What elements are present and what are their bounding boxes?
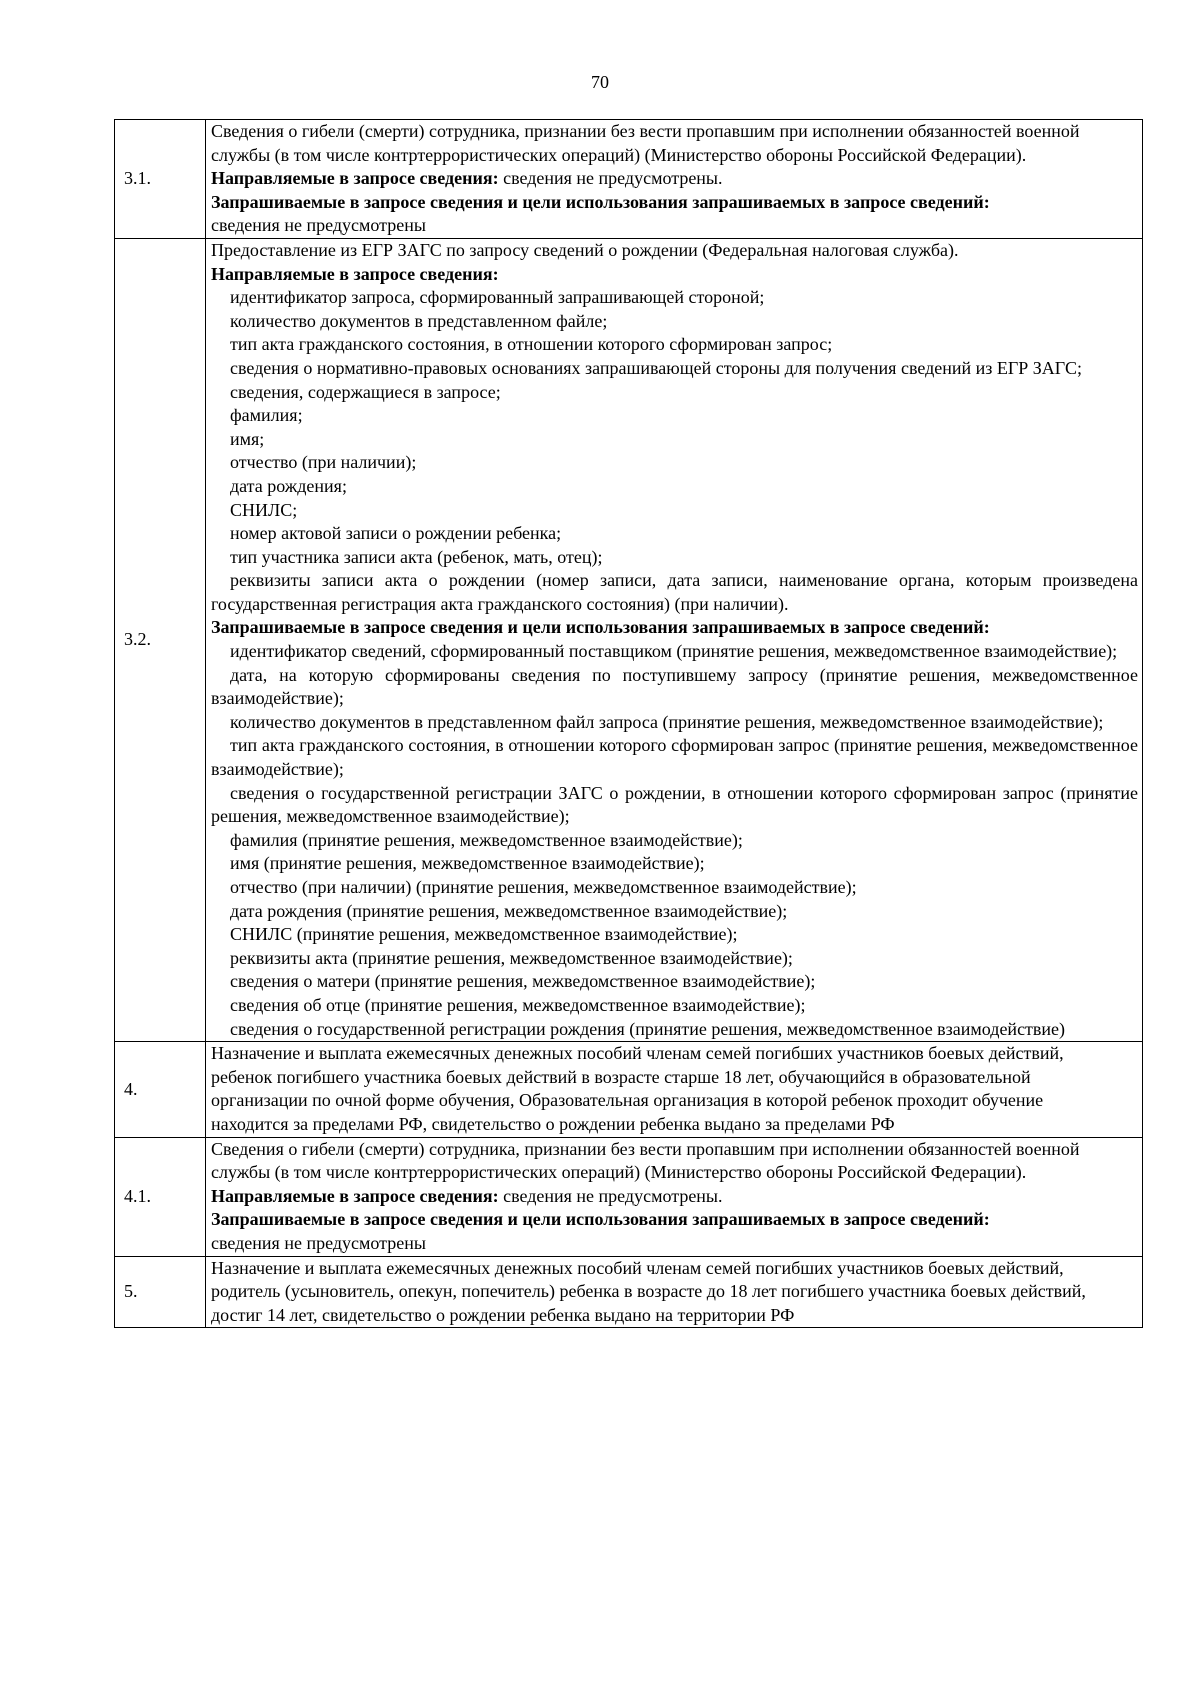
requested-value: сведения не предусмотрены bbox=[211, 215, 426, 236]
list-item: сведения о государственной регистрации ЗАГС о рождении, в отношении которого сформирован запрос (принятие решения, межведомственное взаимодействие); bbox=[211, 782, 1138, 827]
row-content bbox=[206, 1042, 1143, 1137]
requested-label: Запрашиваемые в запросе сведения и цели использования запрашиваемых в запросе сведений: bbox=[211, 1209, 990, 1230]
row-title: Сведения о гибели (смерти) сотрудника, признании без вести пропавшим при исполнении обязанностей военной службы (в том числе контртеррористических операций) (Министерство обороны Российской Федерации). bbox=[211, 1138, 1080, 1183]
list-item: тип акта гражданского состояния, в отношении которого сформирован запрос; bbox=[230, 334, 833, 355]
list-item: сведения о нормативно-правовых основаниях запрашивающей стороны для получения сведений из ЕГР ЗАГС; bbox=[230, 357, 1082, 378]
list-item: сведения об отце (принятие решения, межведомственное взаимодействие); bbox=[230, 994, 806, 1015]
list-item: СНИЛС (принятие решения, межведомственное взаимодействие); bbox=[230, 924, 738, 945]
sent-info bbox=[211, 1185, 1138, 1209]
list-item: сведения, содержащиеся в запросе; bbox=[230, 381, 501, 402]
row-title: Назначение и выплата ежемесячных денежных пособий членам семей погибших участников боевых действий, родитель (усыновитель, опекун, попечитель) ребенка в возрасте до 18 лет погибшего участника боевых действий, достиг 14 лет, свидетельство о рождении ребенка выдано на территории РФ bbox=[211, 1257, 1086, 1325]
list-item: реквизиты записи акта о рождении (номер записи, дата записи, наименование органа, которым произведена государственная регистрация акта гражданского состояния) (при наличии). bbox=[211, 570, 1138, 614]
list-item: фамилия; bbox=[230, 405, 303, 426]
list-item: количество документов в представленном файл запроса (принятие решения, межведомственное взаимодействие); bbox=[230, 711, 1104, 732]
row-number: 5. bbox=[115, 1256, 206, 1328]
list-item: количество документов в представленном файле; bbox=[230, 310, 608, 331]
row-content bbox=[206, 238, 1143, 1041]
page-number: 70 bbox=[591, 72, 609, 92]
list-item: реквизиты акта (принятие решения, межведомственное взаимодействие); bbox=[230, 947, 793, 968]
list-item: отчество (при наличии); bbox=[230, 452, 417, 473]
table-row bbox=[115, 1042, 1143, 1137]
list-item: тип акта гражданского состояния, в отношении которого сформирован запрос (принятие решения, межведомственное взаимодействие); bbox=[211, 735, 1138, 780]
list-item: идентификатор сведений, сформированный поставщиком (принятие решения, межведомственное взаимодействие); bbox=[230, 641, 1118, 662]
sent-label: Направляемые в запросе сведения: bbox=[211, 168, 499, 189]
row-content bbox=[206, 1137, 1143, 1256]
row-title: Предоставление из ЕГР ЗАГС по запросу сведений о рождении (Федеральная налоговая служба). bbox=[211, 239, 959, 260]
row-title: Сведения о гибели (смерти) сотрудника, признании без вести пропавшим при исполнении обязанностей военной службы (в том числе контртеррористических операций) (Министерство обороны Российской Федерации). bbox=[211, 121, 1080, 165]
sent-value: сведения не предусмотрены. bbox=[498, 168, 723, 189]
list-item: сведения о матери (принятие решения, межведомственное взаимодействие); bbox=[230, 971, 816, 992]
list-item: СНИЛС; bbox=[230, 499, 298, 520]
row-content bbox=[206, 120, 1143, 239]
row-number: 4. bbox=[115, 1042, 206, 1137]
table-row bbox=[115, 1256, 1143, 1328]
list-item: тип участника записи акта (ребенок, мать, отец); bbox=[230, 546, 603, 567]
row-number: 3.2. bbox=[115, 238, 206, 1041]
sent-info bbox=[211, 167, 1138, 191]
list-item: сведения о государственной регистрации рождения (принятие решения, межведомственное взаимодействие) bbox=[230, 1018, 1066, 1039]
sent-label: Направляемые в запросе сведения: bbox=[211, 263, 499, 284]
list-item: имя (принятие решения, межведомственное взаимодействие); bbox=[230, 853, 705, 874]
sent-label: Направляемые в запросе сведения: bbox=[211, 1185, 499, 1206]
list-item: дата рождения; bbox=[230, 475, 347, 496]
requested-label: Запрашиваемые в запросе сведения и цели использования запрашиваемых в запросе сведений: bbox=[211, 191, 990, 212]
list-item: отчество (при наличии) (принятие решения, межведомственное взаимодействие); bbox=[230, 877, 857, 897]
list-item: имя; bbox=[230, 428, 265, 449]
requested-value: сведения не предусмотрены bbox=[211, 1232, 426, 1253]
document-table bbox=[114, 119, 1143, 1328]
requested-label: Запрашиваемые в запросе сведения и цели использования запрашиваемых в запросе сведений: bbox=[211, 617, 990, 638]
table-row bbox=[115, 238, 1143, 1041]
list-item: фамилия (принятие решения, межведомственное взаимодействие); bbox=[230, 829, 743, 850]
list-item: дата рождения (принятие решения, межведомственное взаимодействие); bbox=[230, 900, 788, 921]
table-row bbox=[115, 120, 1143, 239]
row-number: 4.1. bbox=[115, 1137, 206, 1256]
row-content bbox=[206, 1256, 1143, 1328]
row-number: 3.1. bbox=[115, 120, 206, 239]
list-item: дата, на которую сформированы сведения по поступившему запросу (принятие решения, межведомственное взаимодействие); bbox=[211, 664, 1138, 709]
list-item: идентификатор запроса, сформированный запрашивающей стороной; bbox=[230, 287, 765, 308]
table-row bbox=[115, 1137, 1143, 1256]
list-item: номер актовой записи о рождении ребенка; bbox=[230, 523, 562, 544]
row-title: Назначение и выплата ежемесячных денежных пособий членам семей погибших участников боевых действий, ребенок погибшего участника боевых действий в возрасте старше 18 лет, обучающийся в образовательной организации по очной форме обучения, Образовательная организация в которой ребенок проходит обучение находится за пределами РФ, свидетельство о рождении ребенка выдано за пределами РФ bbox=[211, 1043, 1064, 1134]
sent-value: сведения не предусмотрены. bbox=[498, 1185, 723, 1206]
